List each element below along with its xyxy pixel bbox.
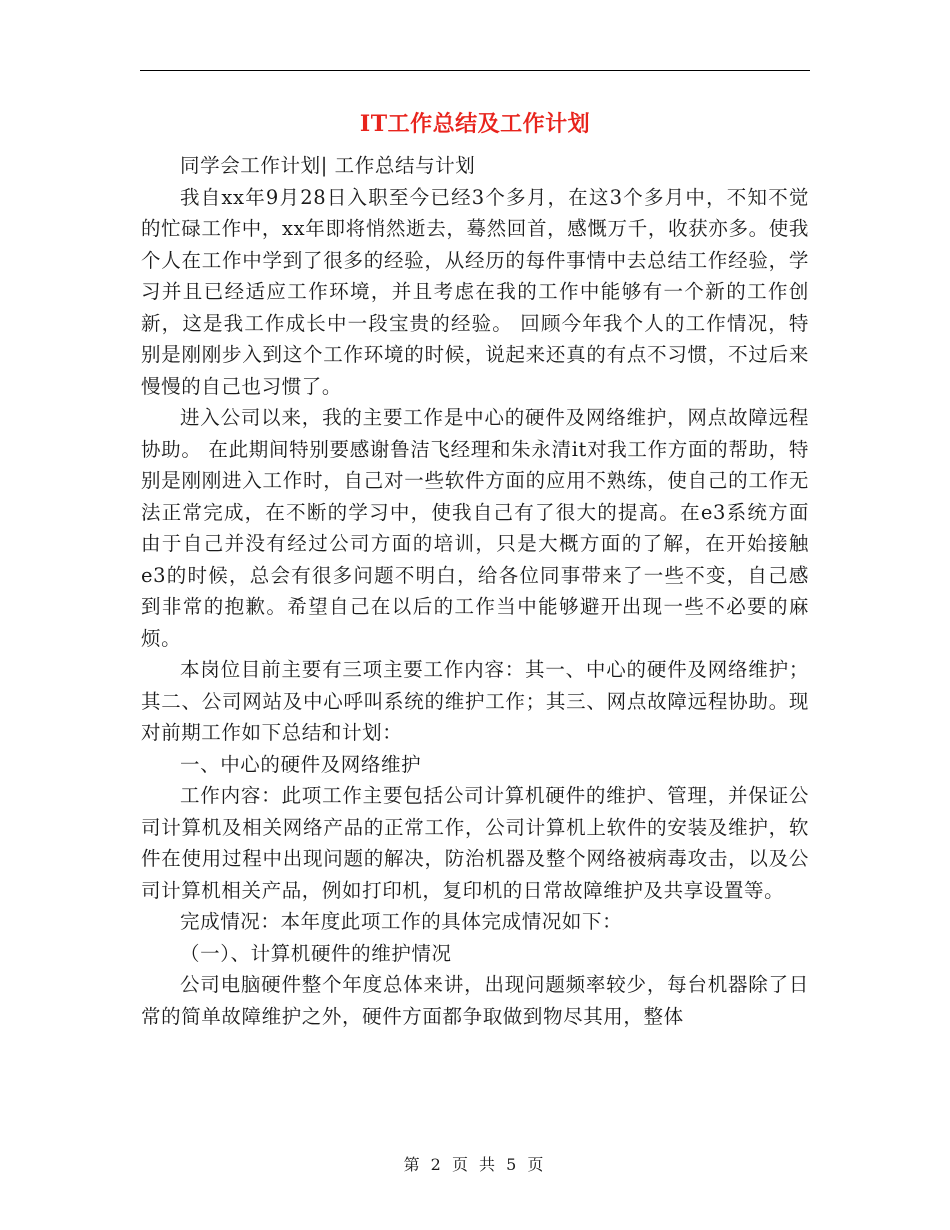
paragraph-job-scope: 本岗位目前主要有三项主要工作内容：其一、中心的硬件及网络维护；其二、公司网站及中心呼叫系统的维护工作；其三、网点故障远程协助。现对前期工作如下总结和计划： xyxy=(141,658,809,744)
header-rule xyxy=(140,70,810,71)
page-number-footer: 第 2 页 共 5 页 xyxy=(403,1155,547,1174)
section-heading-1: 一、中心的硬件及网络维护 xyxy=(180,752,422,776)
paragraph-intro: 我自xx年9月28日入职至今已经3个多月，在这3个多月中，不知不觉的忙碌工作中，xx年即将悄然逝去，蓦然回首，感慨万千，收获亦多。使我个人在工作中学到了很多的经验，从经历的每件事情中去总结工作经验，学习并且已经适应工作环境，并且考虑在我的工作中能够有一个新的工作创新，这是我工作成长中一段宝贵的经验。 回顾今年我个人的工作情况，特别是刚刚步入到这个工作环境的时候，说起来还真的有点不习惯，不过后来慢慢的自己也习惯了。 xyxy=(141,185,809,398)
paragraph-work-content: 工作内容：此项工作主要包括公司计算机硬件的维护、管理，并保证公司计算机及相关网络产品的正常工作，公司计算机上软件的安装及维护，软件在使用过程中出现问题的解决，防治机器及整个网络被病毒攻击，以及公司计算机相关产品，例如打印机，复印机的日常故障维护及共享设置等。 xyxy=(141,784,809,902)
paragraph-hardware: 公司电脑硬件整个年度总体来讲，出现问题频率较少，每台机器除了日常的简单故障维护之外，硬件方面都争取做到物尽其用，整体 xyxy=(141,973,809,1028)
paragraph-completion: 完成情况：本年度此项工作的具体完成情况如下： xyxy=(180,910,623,933)
document-body xyxy=(141,150,809,1032)
paragraph-subtitle: 同学会工作计划| 工作总结与计划 xyxy=(180,154,476,177)
document-title: IT工作总结及工作计划 xyxy=(359,111,591,137)
paragraph-since-joining: 进入公司以来，我的主要工作是中心的硬件及网络维护，网点故障远程协助。 在此期间特别要感谢鲁洁飞经理和朱永清it对我工作方面的帮助，特别是刚刚进入工作时，自己对一些软件方面的应用不熟练，使自己的工作无法正常完成，在不断的学习中，使我自己有了很大的提高。在e3系统方面由于自己并没有经过公司方面的培训，只是大概方面的了解，在开始接触e3的时候，总会有很多问题不明白，给各位同事带来了一些不变，自己感到非常的抱歉。希望自己在以后的工作当中能够避开出现一些不必要的麻烦。 xyxy=(141,406,809,650)
subsection-heading-1: （一）、计算机硬件的维护情况 xyxy=(180,941,452,965)
